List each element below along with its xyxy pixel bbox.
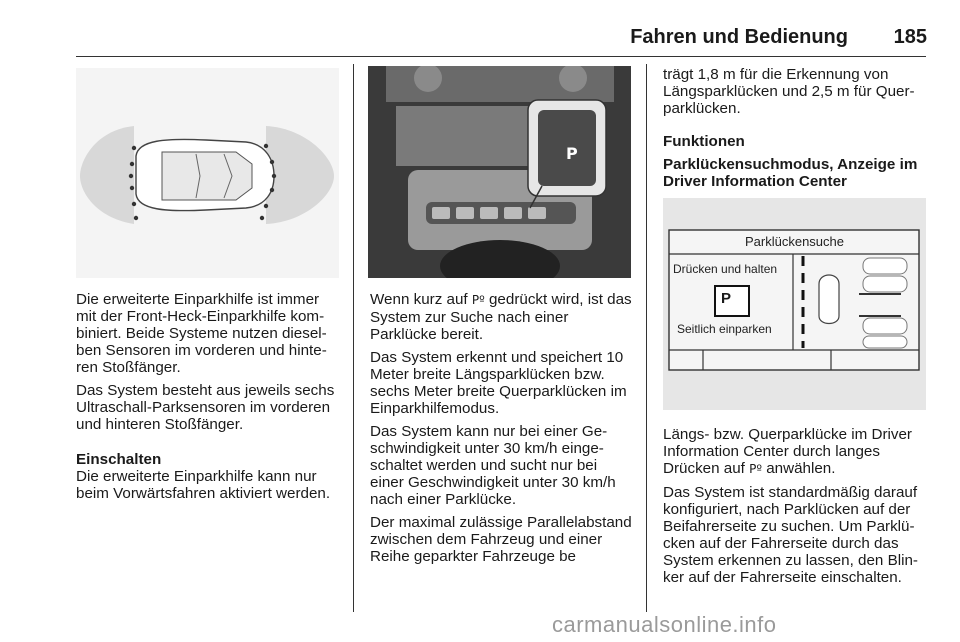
heading-parkluecken-modus: Parklückensuchmodus, Anzeige im Driver Information Center <box>663 156 918 190</box>
paragraph: Das System besteht aus jeweils sechs Ultraschall-Parksensoren im vorderen und hinteren Stoßfänger. <box>76 382 335 433</box>
header-rule <box>76 56 926 57</box>
park-assist-icon: Pº <box>749 462 762 476</box>
section-title: Fahren und Bedienung <box>630 26 848 48</box>
paragraph: Die erweiterte Einparkhilfe kann nur beim Vorwärtsfahren aktiviert werden. <box>76 468 331 502</box>
column-1-text <box>76 291 342 508</box>
paragraph: Der maximal zulässige Parallelabstand zwischen dem Fahrzeug und einer Reihe geparkter Fahrzeuge be <box>370 514 632 565</box>
display-side-park: Seitlich einparken <box>677 322 772 336</box>
display-press-hold: Drücken und halten <box>673 262 778 276</box>
column-3-text-bottom <box>663 426 929 592</box>
heading-einschalten: Einschalten <box>76 451 162 468</box>
column-3-text-top <box>663 66 928 190</box>
paragraph: Die erweiterte Einparkhilfe ist immer mit der Front-Heck-Einparkhilfe kombiniert. Beide Systeme nutzen dieselben Sensoren im vorderen und hinteren Stoßfänger. <box>76 291 327 376</box>
dic-display-illustration <box>663 198 926 410</box>
paragraph: Das System ist standardmäßig darauf konfiguriert, nach Parklücken auf der Beifahrerseite zu suchen. Um Parklücken auf der Fahrerseite durch das System erkennen zu lassen, den Blinker auf der Fahrerseite einschalten. <box>663 484 918 586</box>
column-divider <box>646 64 647 612</box>
column-divider <box>353 64 354 612</box>
paragraph: trägt 1,8 m für die Erkennung von Längsparklücken und 2,5 m für Querparklücken. <box>663 66 915 117</box>
heading-funktionen: Funktionen <box>663 133 745 150</box>
paragraph: Das System erkennt und speichert 10 Meter breite Längsparklücken bzw. sechs Meter breite Querparklücken im Einparkhilfemodus. <box>370 349 627 417</box>
paragraph: Wenn kurz auf Pº gedrückt wird, ist das System zur Suche nach einer Parklücke bereit. <box>370 291 632 343</box>
paragraph: Längs- bzw. Querparklücke im Driver Information Center durch langes Drücken auf Pº anwählen. <box>663 426 912 477</box>
display-park-icon: P <box>721 290 732 307</box>
page-number: 185 <box>893 26 927 48</box>
console-photo <box>368 66 631 278</box>
display-title: Parklückensuche <box>745 234 844 249</box>
watermark: carmanualsonline.info <box>552 612 777 637</box>
car-top-view-icon <box>76 68 339 278</box>
page-header <box>0 0 960 60</box>
sensor-coverage-illustration <box>76 68 339 278</box>
park-assist-icon: Pº <box>471 293 485 307</box>
column-2-text <box>370 291 634 571</box>
park-button-icon: P <box>566 144 578 163</box>
paragraph: Das System kann nur bei einer Geschwindigkeit unter 30 km/h eingeschaltet werden und sucht nur bei einer Geschwindigkeit unter 30 km/h nach einer Parklücke. <box>370 423 616 508</box>
